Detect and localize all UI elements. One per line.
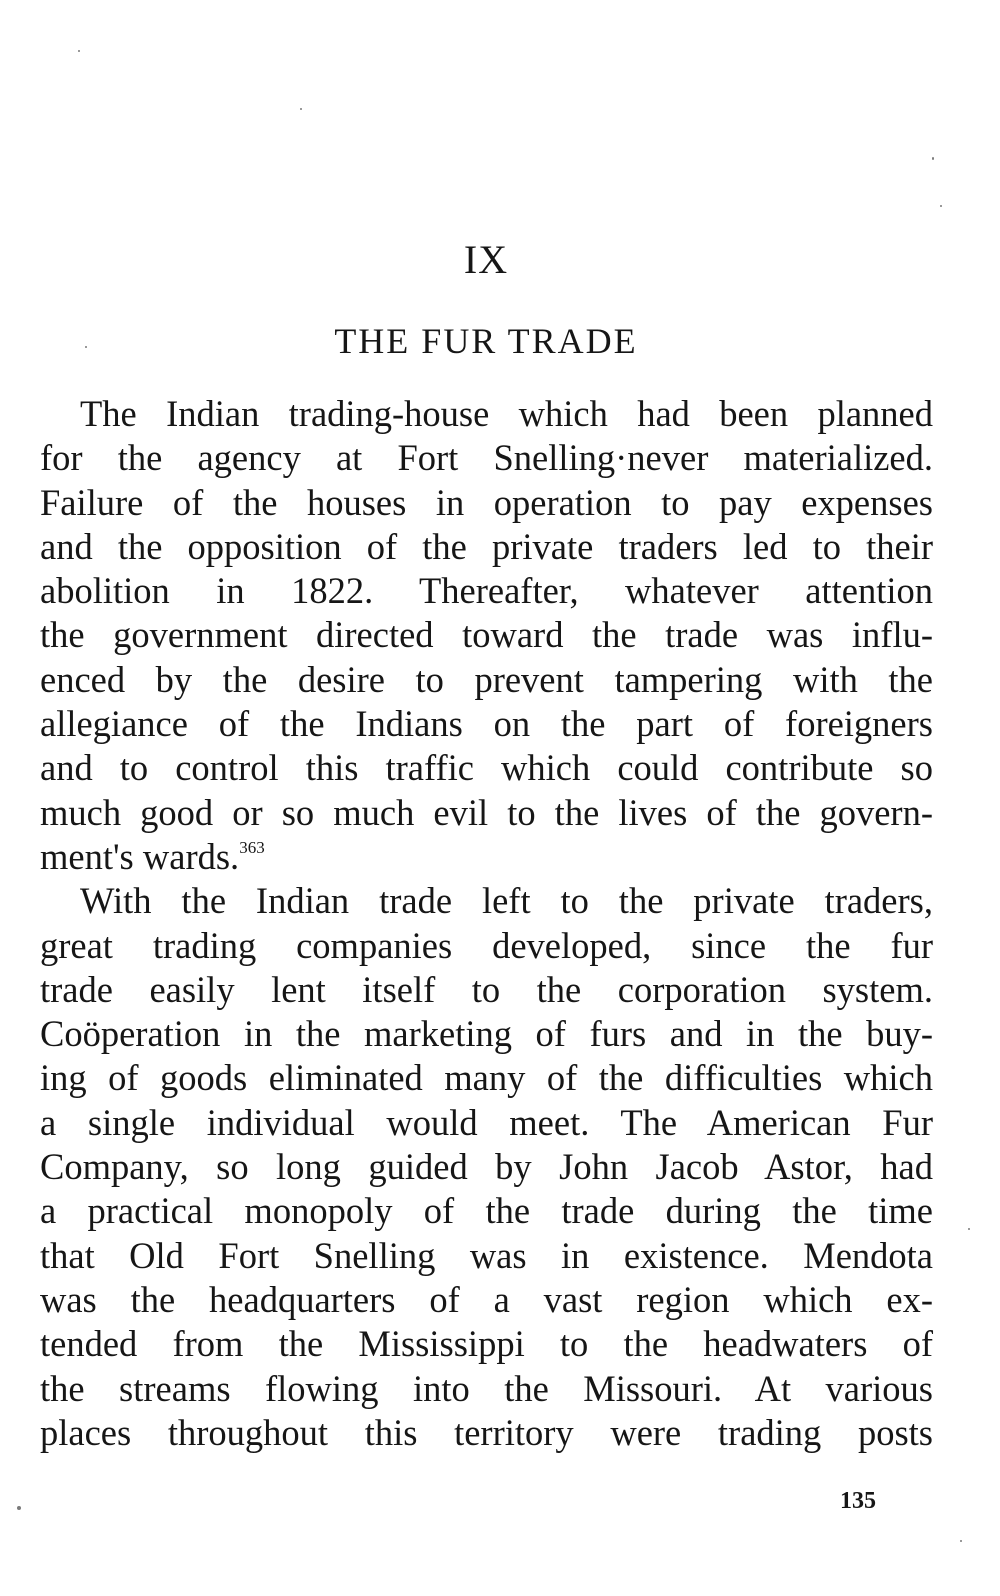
scan-speck: [85, 346, 87, 348]
page-number: 135: [840, 1488, 876, 1514]
scan-speck: [968, 1228, 970, 1230]
text-line: great trading companies developed, since the fur: [40, 924, 933, 966]
text-line-content: ment's wards.: [40, 835, 240, 877]
text-line: trade easily lent itself to the corporation system.: [40, 968, 933, 1010]
text-line: was the headquarters of a vast region which ex-: [40, 1278, 933, 1320]
text-line: much good or so much evil to the lives of the govern-: [40, 791, 933, 833]
scan-speck: [17, 1506, 21, 1510]
text-line: With the Indian trade left to the private traders,: [80, 880, 933, 922]
scan-speck: [78, 50, 80, 52]
text-line: for the agency at Fort Snelling·never materialized.: [40, 437, 933, 479]
text-line: Company, so long guided by John Jacob Astor, had: [40, 1146, 933, 1188]
scan-speck: [960, 1540, 962, 1542]
footnote-reference: 363: [239, 837, 265, 857]
scan-speck: [940, 205, 942, 207]
text-line: the government directed toward the trade was influ-: [40, 614, 933, 656]
text-line: abolition in 1822. Thereafter, whatever attention: [40, 570, 933, 612]
chapter-number: IX: [463, 237, 509, 282]
text-line: a single individual would meet. The American Fur: [40, 1101, 933, 1143]
text-line: enced by the desire to prevent tampering with the: [40, 658, 933, 700]
text-line: the streams flowing into the Missouri. At various: [40, 1367, 933, 1409]
scan-speck: [932, 157, 934, 160]
text-line: and the opposition of the private traders led to their: [40, 525, 933, 567]
scan-speck: [300, 108, 302, 110]
text-line: Coöperation in the marketing of furs and in the buy-: [40, 1013, 933, 1055]
text-line: tended from the Mississippi to the headwaters of: [40, 1323, 933, 1365]
text-line-last: [40, 835, 933, 879]
text-line: Failure of the houses in operation to pay expenses: [40, 481, 933, 523]
text-line: ing of goods eliminated many of the difficulties which: [40, 1057, 933, 1099]
chapter-title: THE FUR TRADE: [334, 321, 638, 361]
body-text: [40, 392, 933, 1455]
text-line: allegiance of the Indians on the part of foreigners: [40, 703, 933, 745]
text-line: that Old Fort Snelling was in existence. Mendota: [40, 1234, 933, 1276]
text-line: places throughout this territory were trading posts: [40, 1411, 933, 1453]
text-line: and to control this traffic which could contribute so: [40, 747, 933, 789]
text-line: a practical monopoly of the trade during the time: [40, 1190, 933, 1232]
text-line: The Indian trading-house which had been planned: [80, 393, 933, 434]
